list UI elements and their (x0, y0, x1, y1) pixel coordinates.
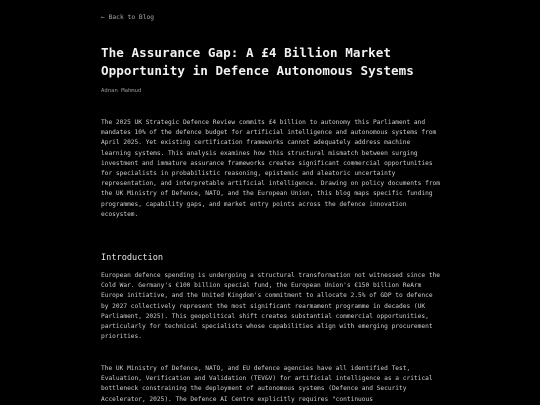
section-heading-introduction: Introduction (101, 253, 164, 263)
back-to-blog-link[interactable]: ← Back to Blog (101, 14, 155, 21)
article-author: Adnan Mahmud (101, 88, 142, 94)
introduction-paragraph: European defence spending is undergoing a structural transformation not witnessed since the Cold War. Germany's €100 billion special fund, the European Union's €150 billion ReArm Europe initiative, and the United Kingdom's commitment to allocate 2.5% of GDP to defence by 2027 collectively represent the most significant rearmament programme in decades (UK Parliament, 2025). This geopolitical shift creates substantial commercial opportunities, particularly for technical specialists whose capabilities align with emerging procurement priorities. (101, 272, 440, 341)
article-abstract: The 2025 UK Strategic Defence Review commits £4 billion to autonomy this Parliament and mandates 10% of the defence budget for artificial intelligence and autonomous systems from April 2025. Yet existing certification frameworks cannot adequately address machine learning systems. This analysis examines how this structural mismatch between surging investment and immature assurance frameworks creates significant commercial opportunities for specialists in probabilistic reasoning, epistemic and aleatoric uncertainty representation, and interpretable artificial intelligence. Drawing on policy documents from the UK Ministry of Defence, NATO, and the European Union, this blog maps specific funding programmes, capability gaps, and market entry points across the defence innovation ecosystem. (101, 119, 440, 218)
article-title: The Assurance Gap: A £4 Billion Market Opportunity in Defence Autonomous Systems (101, 45, 414, 78)
introduction-paragraph: The UK Ministry of Defence, NATO, and EU defence agencies have all identified Test, Evaluation, Verification and Validation (TEV&V) for artificial intelligence as a critical bottleneck constraining the deployment of autonomous systems (Defence and Security Accelerator, 2025). The Defence AI Centre explicitly requires "continuous (101, 365, 433, 403)
